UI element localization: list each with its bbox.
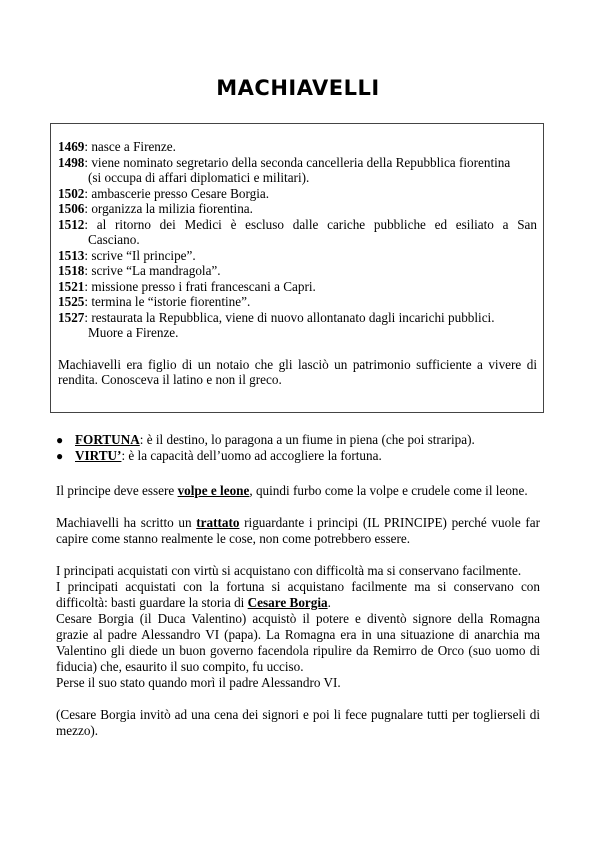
timeline-item [58, 186, 537, 202]
timeline-item [58, 217, 537, 233]
timeline-item [58, 279, 537, 295]
timeline-item [58, 155, 537, 171]
timeline-item [58, 248, 537, 264]
timeline-continuation: (si occupa di affari diplomatici e militari). [88, 170, 310, 185]
paragraph: Perse il suo stato quando morì il padre Alessandro VI. [56, 675, 341, 690]
timeline-item [58, 139, 537, 155]
timeline-item [58, 310, 537, 326]
bullet-icon: ● [56, 433, 64, 447]
timeline-item [58, 263, 537, 279]
bullet-icon: ● [56, 449, 64, 463]
timeline-continuation: Muore a Firenze. [88, 325, 179, 340]
timeline-year: 1512 [58, 216, 85, 232]
list-item [56, 432, 546, 448]
timeline-text: : missione presso i frati francescani a Capri. [84, 278, 316, 294]
emphasis-text: Cesare Borgia [247, 595, 328, 610]
timeline-year: 1506 [58, 201, 85, 216]
concept-definition: : è il destino, lo paragona a un fiume in piena (che poi straripa). [139, 432, 475, 447]
timeline-year: 1518 [58, 263, 85, 278]
timeline-text: : viene nominato segretario della seconda cancelleria della Repubblica fiorentina [84, 154, 511, 170]
timeline-year: 1513 [58, 247, 85, 263]
timeline-text: : al ritorno dei Medici è escluso dalle cariche pubbliche ed esiliato a San [84, 216, 537, 232]
concept-list [56, 432, 546, 464]
text-run: , quindi furbo come la volpe e crudele come il leone. [249, 483, 528, 498]
timeline-year: 1525 [58, 294, 85, 309]
paragraph [56, 515, 540, 547]
timeline-year: 1469 [58, 139, 85, 154]
concept-term: VIRTU’ [75, 448, 122, 463]
timeline-text: : scrive “Il principe”. [84, 247, 196, 263]
paragraph [56, 483, 540, 499]
timeline-year: 1521 [58, 278, 85, 294]
timeline-continuation: Casciano. [88, 232, 140, 247]
biography-box [50, 123, 544, 413]
paragraph [56, 579, 540, 611]
timeline-item [58, 201, 537, 217]
text-run: Il principe deve essere [56, 483, 178, 498]
body-text [56, 483, 540, 739]
timeline-year: 1502 [58, 185, 85, 201]
emphasis-text: trattato [196, 515, 240, 530]
timeline-text: : nasce a Firenze. [84, 139, 176, 154]
timeline-text: : scrive “La mandragola”. [84, 263, 221, 278]
paragraph: Cesare Borgia (il Duca Valentino) acquistò il potere e diventò signore della Romagna grazie al padre Alessandro VI (papa). La Romagna era in una situazione di anarchia ma Valentino gli diede un buon governo facendola ripulire da Remirro de Orco (suo uomo di fiducia) che, esaurito il suo compito, fu ucciso. [56, 611, 540, 674]
concept-definition: : è la capacità dell’uomo ad accogliere la fortuna. [121, 448, 382, 463]
text-run: I principati acquistati con la fortuna si acquistano facilmente ma si conservano con difficoltà: basti guardare la storia di [56, 579, 540, 610]
timeline-text: : ambascerie presso Cesare Borgia. [84, 185, 270, 201]
concept-term: FORTUNA [75, 432, 140, 447]
text-run: riguardante i principi (IL PRINCIPE) perché vuole far capire come stanno realmente le cose, non come potrebbero essere. [56, 515, 540, 546]
timeline-text: : organizza la milizia fiorentina. [84, 201, 253, 216]
emphasis-text: volpe e leone [177, 483, 250, 498]
page-title: MACHIAVELLI [216, 76, 380, 100]
timeline-year: 1498 [58, 154, 85, 170]
list-item [56, 448, 546, 464]
paragraph: (Cesare Borgia invitò ad una cena dei signori e poi li fece pugnalare tutti per toglierseli di mezzo). [56, 707, 540, 738]
timeline-text: : restaurata la Repubblica, viene di nuovo allontanato dagli incarichi pubblici. [84, 309, 495, 325]
biography-note: Machiavelli era figlio di un notaio che gli lasciò un patrimonio sufficiente a vivere di rendita. Conosceva il latino e non il greco. [58, 356, 537, 387]
timeline-text: : termina le “istorie fiorentine”. [84, 294, 251, 309]
timeline-year: 1527 [58, 309, 85, 325]
timeline-item [58, 294, 537, 310]
text-run: Machiavelli ha scritto un [56, 515, 197, 530]
paragraph: I principati acquistati con virtù si acquistano con difficoltà ma si conservano facilmente. [56, 563, 522, 578]
text-run: . [327, 595, 331, 610]
